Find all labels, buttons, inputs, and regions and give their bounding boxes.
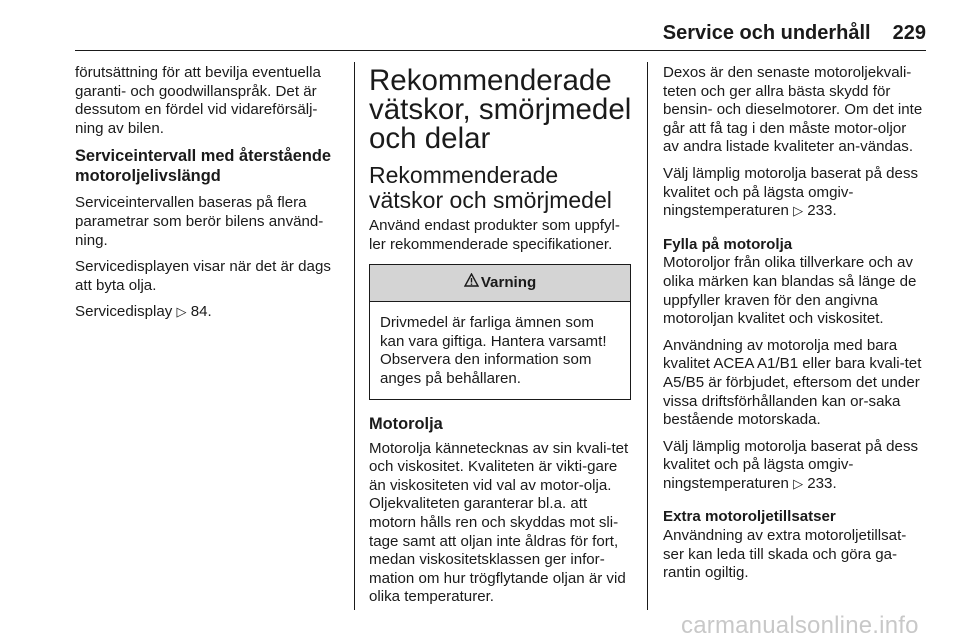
page-number: 229 [892,22,926,44]
section-heading: Rekommenderade vätskor och smörjmedel [369,162,612,213]
paragraph: Använd endast produkter som uppfyl-ler rekommenderade specifikationer. [369,217,620,253]
paragraph: Serviceintervallen baseras på flera parametrar som berör bilens använd-ning. [75,194,324,249]
paragraph: Dexos är den senaste motoroljekvali-teten och ger allra bästa skydd för bensin- och dieselmotorer. Om det inte går att få tag i den måste motor-oljor av andra listade kvaliteter an-vändas. [663,64,923,156]
motor-oil-heading: Motorolja [369,414,443,433]
warning-title: Varning [480,274,537,292]
paragraph: förutsättning för att bevilja eventuella garanti- och goodwillanspråk. Det är dessutom en fördel vid vidareförsälj-ning av bilen. [75,64,321,137]
column-3 [663,64,926,591]
warning-triangle-icon [464,265,479,301]
warning-text: Drivmedel är farliga ämnen som kan vara giftiga. Hantera varsamt! Observera den information som anges på behållaren. [380,314,607,387]
service-display-reference[interactable]: Servicedisplay ▷ 84. [75,303,212,321]
warning-header [370,265,630,302]
column-2 [369,64,633,615]
watermark: carmanualsonline.info [681,612,919,639]
chapter-heading: Rekommenderade vätskor, smörjmedel och delar [369,64,632,155]
reference-arrow-icon: ▷ [176,305,187,321]
warning-box [369,264,631,399]
header-rule [75,50,926,51]
paragraph: Användning av motorolja med bara kvalitet ACEA A1/B1 eller bara kvali-tet A5/B5 är förbjudet, eftersom det under vissa driftsförhållanden kan or-saka bestående motorskada. [663,336,922,429]
paragraph: Motoroljor från olika tillverkare och av olika märken kan blandas så länge de uppfyller kraven för den angivna motoroljan kvalitet och viskositet. [663,254,917,328]
reference-arrow-icon: ▷ [793,476,804,492]
column-1 [75,64,345,331]
temperature-reference[interactable]: Välj lämplig motorolja baserat på dess kvalitet och på lägsta omgiv-ningstemperaturen ▷ 233. [663,164,919,220]
extra-additives-heading: Extra motoroljetillsatser [663,508,836,526]
reference-arrow-icon: ▷ [793,204,804,220]
service-interval-heading: Serviceintervall med återstående motoroljelivslängd [75,147,332,186]
paragraph: Motorolja kännetecknas av sin kvali-tet och viskositet. Kvaliteten är vikti-gare än viskositeten vid val av motor-olja. Oljekvaliteten garanterar bl.a. att motorn hålls ren och skyddas mot sli-tage samt att oljan inte åldras för fort, medan viskositetsklassen ger infor-mation om hur trögflytande oljan är vid olika temperaturer. [369,439,629,606]
section-title: Service och underhåll [662,22,871,44]
page-header [0,22,926,45]
column-divider-1 [354,62,355,610]
paragraph: Servicedisplayen visar när det är dags att byta olja. [75,258,331,294]
fill-oil-heading: Fylla på motorolja [663,235,793,253]
temperature-reference[interactable]: Välj lämplig motorolja baserat på dess kvalitet och på lägsta omgiv-ningstemperaturen ▷ 233. [663,437,919,492]
column-divider-2 [647,62,648,610]
paragraph: Användning av extra motoroljetillsat-ser kan leda till skada och göra ga-rantin ogiltig. [663,527,907,582]
